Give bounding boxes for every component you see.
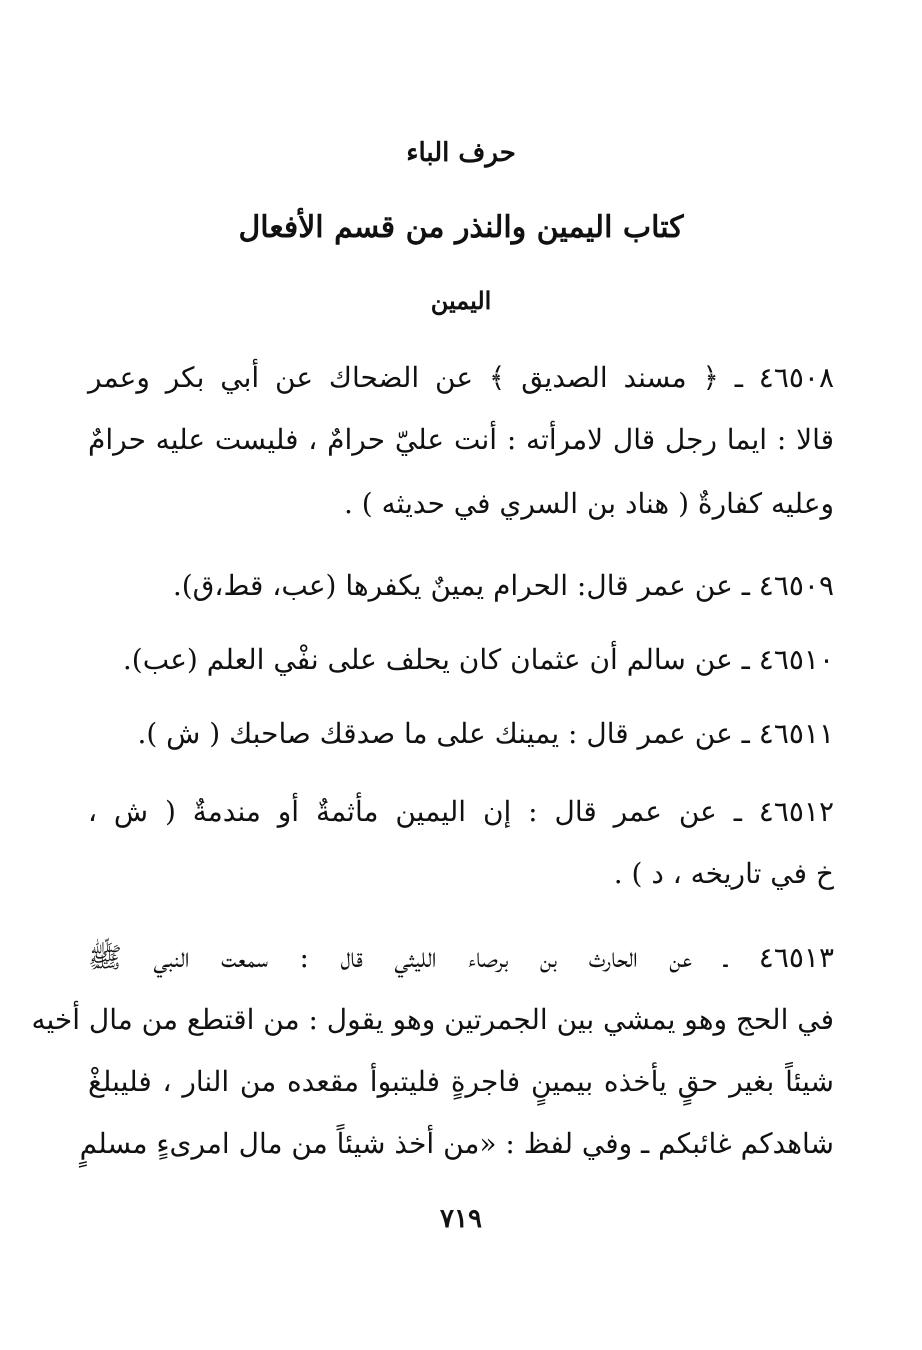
hadith-46513-line-4: شاهدكم غائبكم ـ وفي لفظ : «من أخذ شيئاً من مال امرىءٍ مسلمٍ [79,1127,834,1160]
hadith-46508-line-1: ٤٦٥٠٨ ـ ﴿ مسند الصديق ﴾ عن الضحاك عن أبي بكر وعمر [88,361,834,394]
hadith-46513-line-3: شيئاً بغير حقٍ يأخذه بيمينٍ فاجرةٍ فليتبوأ مقعده من النار ، فليبلغْ [88,1065,834,1098]
hadith-46513-line-1: ٤٦٥١٣ ـ عن الحارث بن برصاء الليثي قال : سمعت النبي ﷺ [88,941,834,974]
page-number: ٧١٩ [440,1204,482,1234]
hadith-46509-line-1: ٤٦٥٠٩ ـ عن عمر قال: الحرام يمينٌ يكفرها (عب، قط،ق). [172,569,834,602]
letter-heading: حرف الباء [406,138,516,168]
section-heading: اليمين [430,286,492,315]
hadith-46513-line-2: في الحج وهو يمشي بين الجمرتين وهو يقول : من اقتطع من مال أخيه [31,1003,834,1036]
hadith-46508-line-2: قالا : ايما رجل قال لامرأته : أنت عليّ حرامٌ ، فليست عليه حرامٌ [88,423,834,456]
book-title: كتاب اليمين والنذر من قسم الأفعال [238,210,684,245]
hadith-46511-line-1: ٤٦٥١١ ـ عن عمر قال : يمينك على ما صدقك صاحبك ( ش ). [137,717,834,750]
hadith-46512-line-1: ٤٦٥١٢ ـ عن عمر قال : إن اليمين مأثمةٌ أو مندمةٌ ( ش ، [88,795,834,828]
hadith-46508-line-3: وعليه كفارةٌ ( هناد بن السري في حديثه ) . [344,487,834,520]
hadith-46510-line-1: ٤٦٥١٠ ـ عن سالم أن عثمان كان يحلف على نفْي العلم (عب). [122,643,834,676]
hadith-46512-line-2: خ في تاريخه ، د ) . [613,857,834,890]
